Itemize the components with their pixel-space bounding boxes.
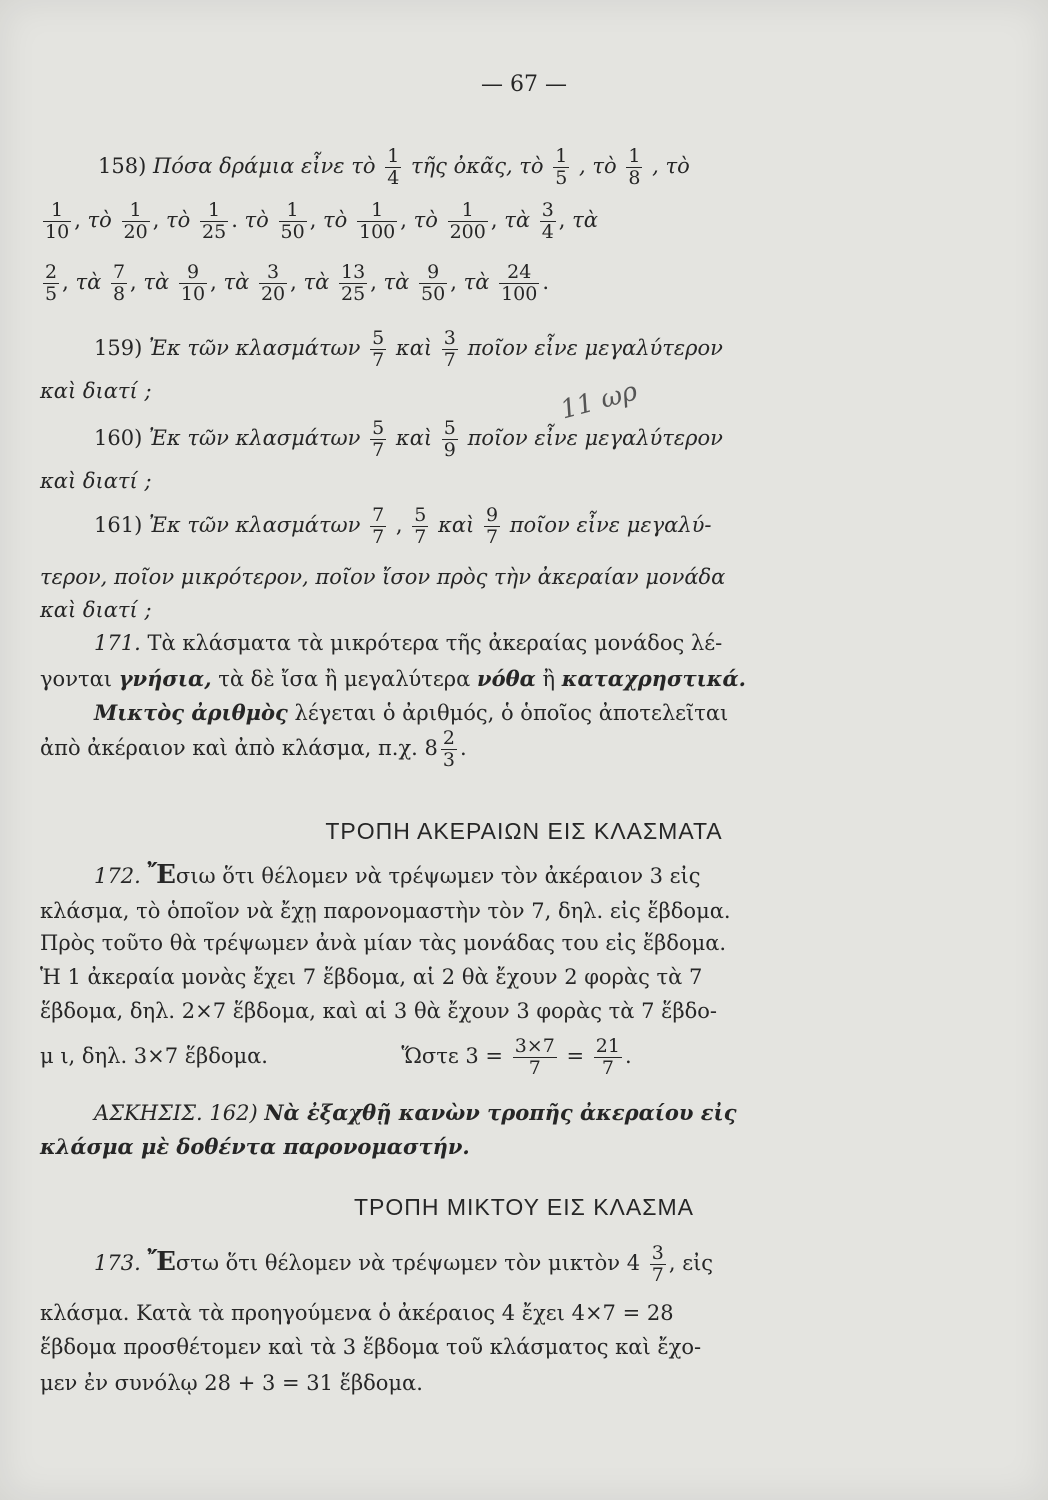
exercise-161-line-1 <box>94 505 712 548</box>
section-text: γονται <box>40 667 112 691</box>
section-171-line-4 <box>40 728 467 771</box>
word: τὸ <box>323 208 348 232</box>
exercise-text: Ἐκ τῶν κλασμάτων <box>148 426 361 450</box>
exercise-160-line-1 <box>94 418 723 461</box>
fraction: $\frac{9}{7}$ <box>485 504 499 548</box>
exercise-160-line-2: καὶ διατί ; <box>40 469 152 493</box>
section-173-line-4: μεν ἐν συνόλῳ 28 + 3 = 31 ἕβδομα. <box>40 1371 423 1395</box>
exercise-label: 160) <box>94 426 143 450</box>
fraction: $\frac{9}{50}$ <box>421 261 446 305</box>
fraction: $\frac{7}{7}$ <box>372 504 385 548</box>
exercise-161-line-3: καὶ διατί ; <box>40 598 152 622</box>
fraction: $\frac{5}{7}$ <box>414 504 427 548</box>
section-171-line-1 <box>94 630 722 656</box>
fraction: $\frac{1}{100}$ <box>359 199 396 243</box>
word: τὸ <box>413 208 438 232</box>
exercise-label: 161) <box>94 513 143 537</box>
term-mixed-number: Μικτὸς ἀριθμὸς <box>94 700 288 725</box>
exercise-text: Ἐκ τῶν κλασμάτων <box>148 336 361 360</box>
section-text: Τὰ κλάσματα τὰ μικρότερα τῆς ἀκεραίας μονάδος λέ- <box>147 631 723 655</box>
word: τὸ <box>244 208 269 232</box>
word: τὰ <box>303 270 330 294</box>
word: τὰ <box>143 270 170 294</box>
fraction: $\frac{1}{25}$ <box>202 199 227 243</box>
fraction: $\frac{1}{50}$ <box>280 199 305 243</box>
exercise-162-line-2: κλάσμα μὲ δοθέντα παρονομαστήν. <box>40 1134 470 1159</box>
exercise-text: Νὰ ἐξαχθῇ κανὼν τροπῆς ἀκεραίου εἰς <box>264 1100 737 1125</box>
word: καὶ <box>395 426 433 450</box>
fraction: $\frac{3}{7}$ <box>651 1242 664 1286</box>
exercise-text: ποῖον εἶνε μεγαλύ- <box>509 513 712 537</box>
fraction: $\frac{21}{7}$ <box>595 1035 620 1079</box>
section-172-line-1 <box>94 862 701 889</box>
fraction: $\frac{5}{7}$ <box>372 327 385 371</box>
fraction: $\frac{5}{9}$ <box>443 417 456 461</box>
section-text: ἢ <box>542 667 556 691</box>
section-172-line-3: Πρὸς τοῦτο θὰ τρέψωμεν ἀνὰ μίαν τὰς μονάδας του εἰς ἕβδομα. <box>40 931 727 955</box>
section-text: Ὥστε 3 = <box>401 1044 504 1068</box>
fraction: $\frac{2}{3}$ <box>442 727 455 771</box>
fraction: $\frac{9}{10}$ <box>180 261 206 305</box>
section-171-line-2 <box>40 666 746 692</box>
section-173-line-1 <box>94 1243 713 1286</box>
term-improper: νόθα <box>477 666 536 691</box>
fraction: $\frac{3}{20}$ <box>260 261 286 305</box>
exercise-text: , τὸ <box>579 154 617 178</box>
exercise-158-line-2: $\frac{1}{10}$ , τὸ $\frac{1}{20}$ , τὸ $\frac{1}{25}$ . τὸ $\frac{1}{50}$ , τὸ $\frac{1}{100}$ , τὸ $\frac{1}{200}$ , τὰ $\frac{3}{4}$ , τὰ <box>45 199 598 243</box>
word: τὸ <box>166 208 191 232</box>
punctuation: . <box>460 736 467 760</box>
exercise-label: 158) <box>98 154 147 178</box>
section-172-line-4: Ἡ 1 ἀκεραία μονὰς ἔχει 7 ἕβδομα, αἱ 2 θὰ ἔχουν 2 φορὰς τὰ 7 <box>40 965 703 989</box>
exercise-159-line-1 <box>94 328 723 371</box>
section-text: τὰ δὲ ἴσα ἢ μεγαλύτερα <box>218 667 471 691</box>
word: καὶ <box>438 513 475 537</box>
fraction: $\frac{24}{100}$ <box>501 261 538 305</box>
exercise-label: ΑΣΚΗΣΙΣ. 162) <box>94 1101 258 1125</box>
word: τὰ <box>223 270 250 294</box>
fraction: $\frac{2}{5}$ <box>45 261 58 305</box>
term-genuine: γνήσια, <box>118 666 212 691</box>
heading-mixed-to-fraction: ΤΡΟΠΗ ΜΙΚΤΟΥ ΕΙΣ ΚΛΑΣΜΑ <box>354 1194 694 1220</box>
drop-initial: Ἔ <box>147 860 176 890</box>
word: τὰ <box>572 208 598 232</box>
fraction: $\frac{1}{4}$ <box>387 145 400 189</box>
fraction: $\frac{3}{4}$ <box>541 199 554 243</box>
fraction: $\frac{7}{8}$ <box>112 261 126 305</box>
fraction: $\frac{5}{7}$ <box>372 417 385 461</box>
section-text: σιω ὅτι θέλομεν νὰ τρέψωμεν τὸν ἀκέραιον 3 εἰς <box>175 864 701 888</box>
section-172-line-2: κλάσμα, τὸ ὁποῖον νὰ ἔχῃ παρονομαστὴν τὸν 7, δηλ. εἰς ἕβδομα. <box>40 899 731 923</box>
word: τὰ <box>463 270 490 294</box>
section-number: 171. <box>94 631 141 655</box>
equals-sign: = <box>566 1044 585 1068</box>
fraction: $\frac{1}{8}$ <box>628 145 641 189</box>
punctuation: , <box>395 513 403 537</box>
fraction: $\frac{1}{10}$ <box>45 199 70 243</box>
fraction: $\frac{1}{5}$ <box>555 145 568 189</box>
section-172-line-6 <box>40 1036 632 1079</box>
section-number: 172. <box>94 864 141 888</box>
exercise-text: ποῖον εἶνε μεγαλύτερον <box>467 426 723 450</box>
exercise-text: τῆς ὀκᾶς, τὸ <box>410 154 544 178</box>
fraction: $\frac{3}{7}$ <box>443 327 456 371</box>
exercise-161-line-2: τερον, ποῖον μικρότερον, ποῖον ἴσον πρὸς τὴν ἀκεραίαν μονάδα <box>40 565 726 589</box>
section-173-line-2: κλάσμα. Κατὰ τὰ προηγούμενα ὁ ἀκέραιος 4 ἔχει 4×7 = 28 <box>40 1301 674 1325</box>
punctuation: . <box>624 1044 632 1068</box>
fraction: $\frac{3\times 7}{7}$ <box>514 1035 555 1079</box>
exercise-text: ποῖον εἶνε μεγαλύτερον <box>467 336 723 360</box>
section-text: στω ὅτι θέλομεν νὰ τρέψωμεν τὸν μικτὸν 4 <box>175 1251 641 1275</box>
exercise-text: Ἐκ τῶν κλασμάτων <box>148 513 361 537</box>
handwritten-note: 11 ωρ <box>557 376 641 426</box>
section-text: μ ι, δηλ. 3×7 ἕβδομα. <box>40 1044 268 1068</box>
word: τὸ <box>87 208 112 232</box>
word: τὰ <box>504 208 531 232</box>
exercise-label: 159) <box>94 336 143 360</box>
section-text: ἀπὸ ἀκέραιον καὶ ἀπὸ κλάσμα, π.χ. 8 <box>40 736 438 760</box>
exercise-158-line-3: $\frac{2}{5}$ , τὰ $\frac{7}{8}$ , τὰ $\frac{9}{10}$ , τὰ $\frac{3}{20}$ , τὰ $\frac{13}{25}$ , τὰ $\frac{9}{50}$ , τὰ $\frac{24}{100}$ . <box>45 261 550 305</box>
section-text: , εἰς <box>668 1251 714 1275</box>
exercise-text: , τὸ <box>652 154 690 178</box>
section-172-line-5: ἕβδομα, δηλ. 2×7 ἕβδομα, καὶ αἱ 3 θὰ ἔχουν 3 φορὰς τὰ 7 ἕβδο- <box>40 999 717 1023</box>
word: τὰ <box>75 270 102 294</box>
fraction: $\frac{1}{200}$ <box>449 199 486 243</box>
drop-initial: Ἔ <box>147 1247 176 1277</box>
fraction: $\frac{13}{25}$ <box>341 261 366 305</box>
page-number: — 67 — <box>481 72 567 97</box>
term-improper-2: καταχρηστικά. <box>561 666 746 691</box>
exercise-158-line-1 <box>98 146 690 189</box>
section-171-line-3 <box>94 700 728 726</box>
heading-integers-to-fractions: ΤΡΟΠΗ ΑΚΕΡΑΙΩΝ ΕΙΣ ΚΛΑΣΜΑΤΑ <box>325 818 723 844</box>
exercise-159-line-2: καὶ διατί ; <box>40 379 152 403</box>
section-173-line-3: ἕβδομα προσθέτομεν καὶ τὰ 3 ἕβδομα τοῦ κλάσματος καὶ ἔχο- <box>40 1335 702 1359</box>
fraction: $\frac{1}{20}$ <box>123 199 148 243</box>
exercise-162-line-1 <box>94 1100 737 1126</box>
exercise-text: Πόσα δράμια εἶνε τὸ <box>152 154 376 178</box>
word: τὰ <box>383 270 410 294</box>
word: καὶ <box>395 336 433 360</box>
section-text: λέγεται ὁ ἀριθμός, ὁ ὁποῖος ἀποτελεῖται <box>294 701 729 725</box>
section-number: 173. <box>94 1251 141 1275</box>
